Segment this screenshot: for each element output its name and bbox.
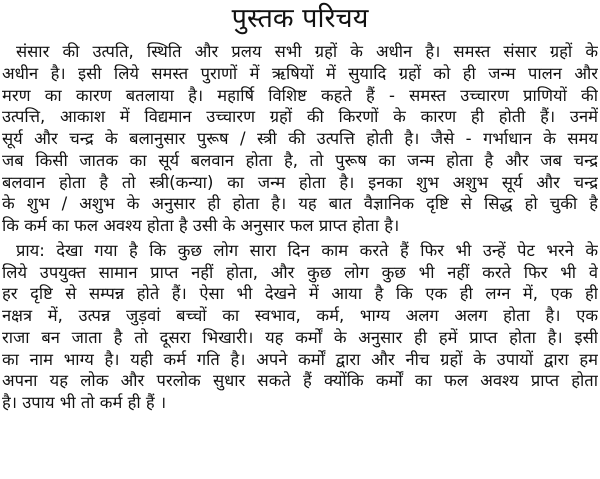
text-line: का नाम भाग्य है। यही कर्म गति है। अपने कर्मों द्वारा और नीच ग्रहों के उपायों द्वारा हम bbox=[2, 349, 598, 369]
text-line: बलवान होता है तो स्त्री(कन्या) का जन्म होता है। इनका शुभ अशुभ सूर्य और चन्द्र bbox=[2, 172, 598, 192]
text-line: राजा बन जाता है तो दूसरा भिखारी। यह कर्मों के अनुसार ही हमें प्राप्त होता है। इसी bbox=[2, 327, 598, 347]
text-line: हर दृष्टि से सम्पन्न होते हैं। ऐसा भी देखने में आया है कि एक ही लग्न में, एक ही bbox=[2, 284, 598, 304]
text-line: नक्षत्र में, उत्पन्न जुड़वां बच्चों का स्वभाव, कर्म, भाग्य अलग अलग होता है। एक bbox=[2, 306, 598, 325]
paragraph-1 bbox=[2, 41, 598, 237]
text-line: सूर्य और चन्द्र के बलानुसार पुरूष / स्त्री की उत्पत्ति होती है। जैसे - गर्भाधान के समय bbox=[2, 129, 598, 148]
text-line: है। उपाय भी तो कर्म ही हैं । bbox=[2, 393, 167, 412]
text-line: कि कर्म का फल अवश्य होता है उसी के अनुसार फल प्राप्त होता है। bbox=[2, 216, 400, 235]
text-line: मरण का कारण बतलाया है। महार्षि विशिष्ट कहते हैं - समस्त उच्चारण प्राणियों की bbox=[2, 85, 598, 105]
paragraph-2 bbox=[2, 240, 598, 414]
document-body bbox=[2, 41, 598, 414]
text-line: जब किसी जातक का सूर्य बलवान होता है, तो पुरूष का जन्म होता है और जब चन्द्र bbox=[2, 150, 598, 170]
text-line: के शुभ / अशुभ के अनुसार ही होता है। यह बात वैज्ञानिक दृष्टि से सिद्ध हो चुकी है bbox=[2, 194, 598, 214]
text-line: अपना यह लोक और परलोक सुधार सकते हैं क्योंकि कर्मों का फल अवश्य प्राप्त होता bbox=[2, 371, 598, 391]
text-line: संसार की उत्पति, स्थिति और प्रलय सभी ग्रहों के अधीन है। समस्त संसार ग्रहों के bbox=[16, 42, 598, 61]
text-line: लिये उपयुक्त सामान प्राप्त नहीं होता, और कुछ लोग कुछ भी नहीं करते फिर भी वे bbox=[2, 262, 598, 282]
text-line: प्राय: देखा गया है कि कुछ लोग सारा दिन काम करते हैं फिर भी उन्हें पेट भरने के bbox=[16, 240, 598, 260]
page-title: पुस्तक परिचय bbox=[231, 3, 369, 34]
text-line: अधीन है। इसी लिये समस्त पुराणों में ऋषियों में सुयादि ग्रहों को ही जन्म पालन और bbox=[2, 63, 598, 83]
text-line: उत्पत्ति, आकाश में विद्यमान उच्चारण ग्रहों की किरणों के कारण ही होती हैं। उनमें bbox=[2, 107, 598, 127]
